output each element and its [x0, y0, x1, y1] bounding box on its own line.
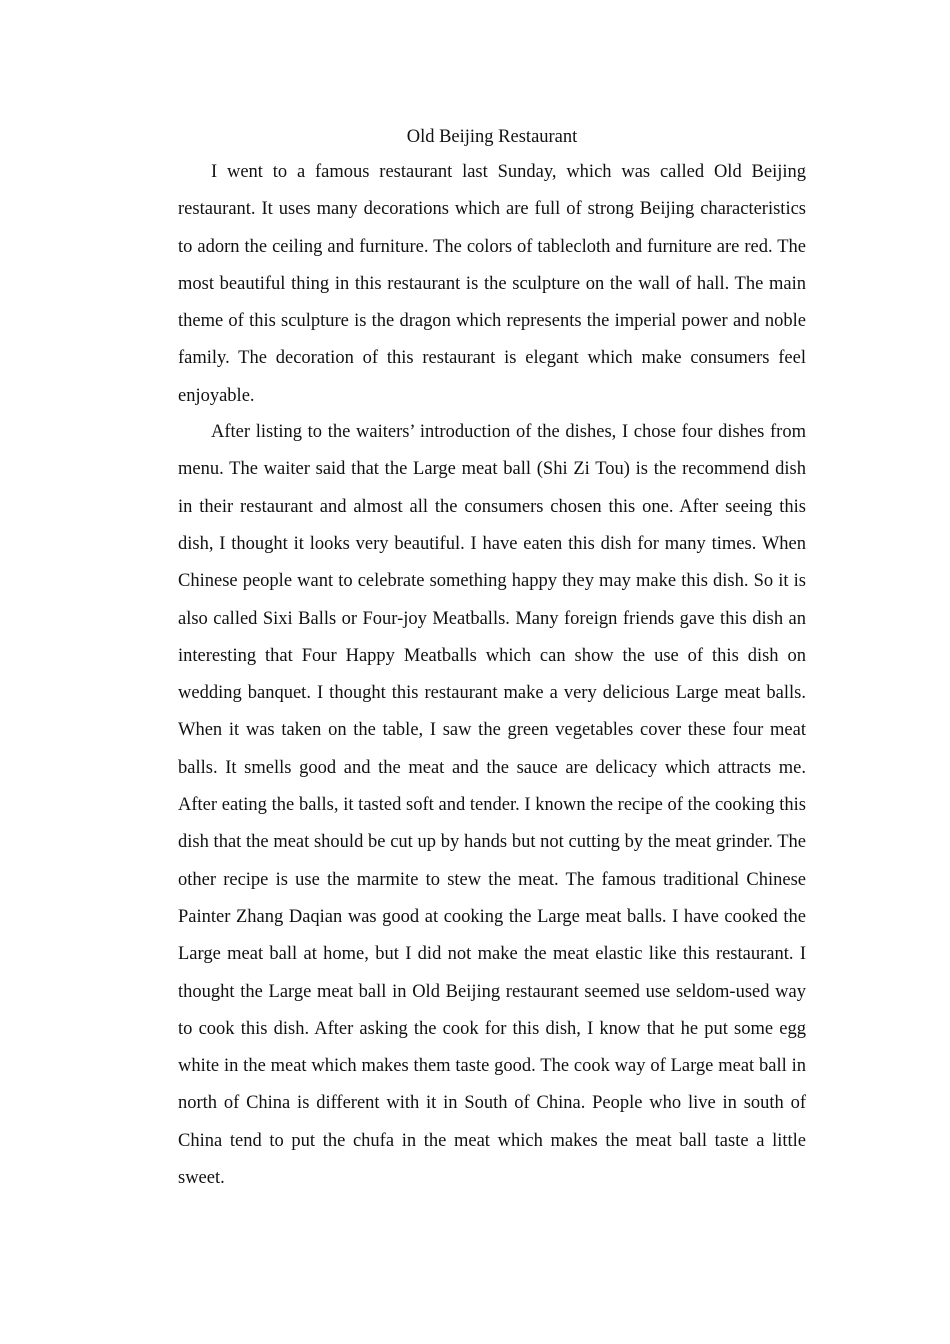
paragraph-meat-ball: After listing to the waiters’ introduction of the dishes, I chose four dishes from menu. The waiter said that the Large meat ball (Shi Zi Tou) is the recommend dish in their restaurant and almost all the consumers chosen this one. After seeing this dish, I thought it looks very beautiful. I have eaten this dish for many times. When Chinese people want to celebrate something happy they may make this dish. So it is also called Sixi Balls or Four-joy Meatballs. Many foreign friends gave this dish an interesting that Four Happy Meatballs which can show the use of this dish on wedding banquet. I thought this restaurant make a very delicious Large meat balls. When it was taken on the table, I saw the green vegetables cover these four meat balls. It smells good and the meat and the sauce are delicacy which attracts me. After eating the balls, it tasted soft and tender. I known the recipe of the cooking this dish that the meat should be cut up by hands but not cutting by the meat grinder. The other recipe is use the marmite to stew the meat. The famous traditional Chinese Painter Zhang Daqian was good at cooking the Large meat balls. I have cooked the Large meat ball at home, but I did not make the meat elastic like this restaurant. I thought the Large meat ball in Old Beijing restaurant seemed use seldom-used way to cook this dish. After asking the cook for this dish, I know that he put some egg white in the meat which makes them taste good. The cook way of Large meat ball in north of China is different with it in South of China. People who live in south of China tend to put the chufa in the meat which makes the meat ball taste a little sweet.: [178, 422, 806, 1189]
document-body: [178, 124, 806, 1197]
paragraph-decoration: I went to a famous restaurant last Sunday, which was called Old Beijing restaurant. It uses many decorations which are full of strong Beijing characteristics to adorn the ceiling and furniture. The colors of tablecloth and furniture are red. The most beautiful thing in this restaurant is the sculpture on the wall of hall. The main theme of this sculpture is the dragon which represents the imperial power and noble family. The decoration of this restaurant is elegant which make consumers feel enjoyable.: [178, 162, 806, 406]
document-title: Old Beijing Restaurant: [406, 127, 578, 147]
